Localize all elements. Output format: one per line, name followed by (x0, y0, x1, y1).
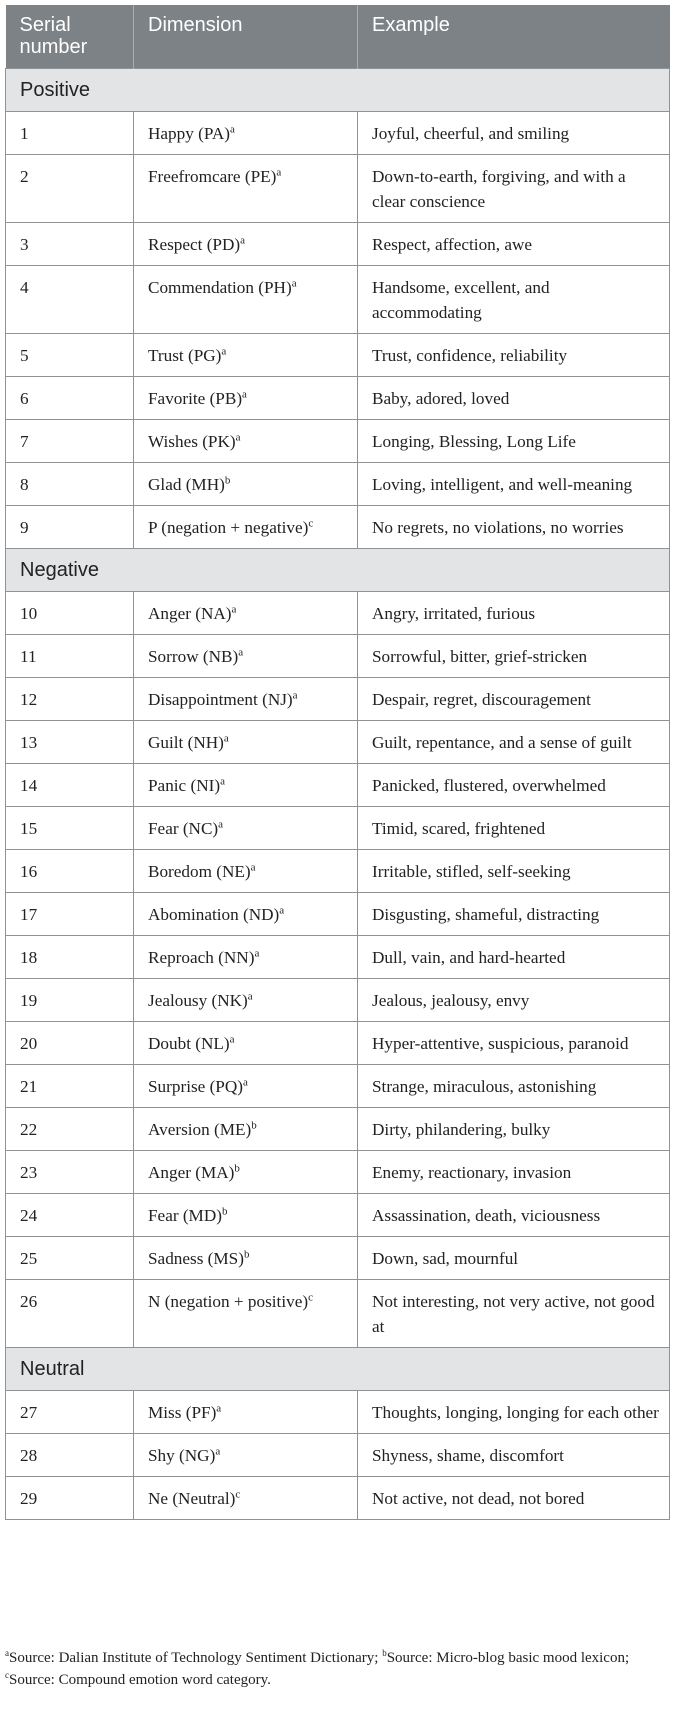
example-cell: Irritable, stifled, self-seeking (358, 850, 670, 893)
serial-number-cell: 5 (6, 334, 134, 377)
example-cell: Not interesting, not very active, not good at (358, 1280, 670, 1348)
group-row-neutral (6, 1348, 670, 1391)
source-superscript: a (216, 1402, 222, 1415)
source-superscript: a (218, 818, 224, 831)
serial-number-cell: 20 (6, 1022, 134, 1065)
serial-number-cell: 11 (6, 635, 134, 678)
dimension-text: Anger (MA) (148, 1163, 235, 1182)
dimension-cell (134, 334, 358, 377)
header-example: Example (358, 5, 670, 69)
serial-number-cell: 6 (6, 377, 134, 420)
serial-number-cell: 22 (6, 1108, 134, 1151)
dimension-cell (134, 1391, 358, 1434)
example-cell: Strange, miraculous, astonishing (358, 1065, 670, 1108)
table-body (6, 69, 670, 1520)
serial-number-cell: 4 (6, 266, 134, 334)
source-superscript: c (308, 1291, 313, 1304)
emotion-dimension-table (5, 5, 670, 1520)
group-label: Neutral (6, 1348, 670, 1391)
example-cell: Not active, not dead, not bored (358, 1477, 670, 1520)
group-row-positive (6, 69, 670, 112)
table-row (6, 979, 670, 1022)
example-cell: Dull, vain, and hard-hearted (358, 936, 670, 979)
dimension-cell (134, 155, 358, 223)
table-row (6, 1434, 670, 1477)
serial-number-cell: 2 (6, 155, 134, 223)
dimension-text: P (negation + negative) (148, 518, 309, 537)
serial-number-cell: 7 (6, 420, 134, 463)
example-cell: Down, sad, mournful (358, 1237, 670, 1280)
table-row (6, 635, 670, 678)
table-row (6, 463, 670, 506)
dimension-text: Anger (NA) (148, 604, 232, 623)
example-cell: No regrets, no violations, no worries (358, 506, 670, 549)
serial-number-cell: 18 (6, 936, 134, 979)
dimension-cell (134, 112, 358, 155)
serial-number-cell: 23 (6, 1151, 134, 1194)
table-row (6, 764, 670, 807)
dimension-text: Reproach (NN) (148, 948, 255, 967)
source-superscript: a (220, 775, 225, 788)
dimension-cell (134, 463, 358, 506)
serial-number-cell: 8 (6, 463, 134, 506)
group-label: Positive (6, 69, 670, 112)
example-cell: Enemy, reactionary, invasion (358, 1151, 670, 1194)
source-superscript: a (276, 166, 282, 179)
serial-number-cell: 15 (6, 807, 134, 850)
source-superscript: a (254, 947, 260, 960)
dimension-cell (134, 678, 358, 721)
example-cell: Sorrowful, bitter, grief-stricken (358, 635, 670, 678)
header-row (6, 5, 670, 69)
table-footnotes (5, 1647, 669, 1691)
header-serial-number: Serial number (6, 5, 134, 69)
table-row (6, 893, 670, 936)
dimension-cell (134, 635, 358, 678)
dimension-text: Aversion (ME) (148, 1120, 252, 1139)
dimension-text: Sorrow (NB) (148, 647, 239, 666)
table-row (6, 678, 670, 721)
dimension-text: Fear (NC) (148, 819, 219, 838)
dimension-cell (134, 1237, 358, 1280)
source-superscript: a (238, 646, 244, 659)
example-cell: Panicked, flustered, overwhelmed (358, 764, 670, 807)
table-row (6, 1391, 670, 1434)
serial-number-cell: 9 (6, 506, 134, 549)
dimension-text: Happy (PA) (148, 124, 230, 143)
group-label: Negative (6, 549, 670, 592)
source-superscript: a (235, 431, 241, 444)
serial-number-cell: 26 (6, 1280, 134, 1348)
source-superscript: a (229, 1033, 235, 1046)
example-cell: Loving, intelligent, and well-meaning (358, 463, 670, 506)
table-row (6, 223, 670, 266)
dimension-cell (134, 764, 358, 807)
source-superscript: a (292, 689, 298, 702)
table-row (6, 1194, 670, 1237)
table-row (6, 377, 670, 420)
serial-number-cell: 28 (6, 1434, 134, 1477)
dimension-text: Sadness (MS) (148, 1249, 244, 1268)
dimension-cell (134, 1022, 358, 1065)
dimension-text: Trust (PG) (148, 346, 222, 365)
dimension-cell (134, 850, 358, 893)
serial-number-cell: 16 (6, 850, 134, 893)
dimension-cell (134, 420, 358, 463)
dimension-text: Commendation (PH) (148, 278, 292, 297)
dimension-text: Surprise (PQ) (148, 1077, 244, 1096)
table-header (6, 5, 670, 69)
dimension-text: Doubt (NL) (148, 1034, 230, 1053)
source-superscript: a (250, 861, 256, 874)
dimension-text: Guilt (NH) (148, 733, 224, 752)
dimension-text: Shy (NG) (148, 1446, 216, 1465)
dimension-text: Respect (PD) (148, 235, 241, 254)
example-cell: Disgusting, shameful, distracting (358, 893, 670, 936)
dimension-text: Glad (MH) (148, 475, 225, 494)
dimension-cell (134, 936, 358, 979)
serial-number-cell: 12 (6, 678, 134, 721)
dimension-text: N (negation + positive) (148, 1292, 309, 1311)
serial-number-cell: 14 (6, 764, 134, 807)
example-cell: Angry, irritated, furious (358, 592, 670, 635)
dimension-cell (134, 506, 358, 549)
table-row (6, 721, 670, 764)
serial-number-cell: 1 (6, 112, 134, 155)
source-superscript: a (247, 990, 253, 1003)
example-cell: Trust, confidence, reliability (358, 334, 670, 377)
footnote-text: Source: Dalian Institute of Technology Sentiment Dictionary; (9, 1650, 383, 1666)
source-superscript: b (224, 474, 231, 487)
dimension-cell (134, 721, 358, 764)
serial-number-cell: 24 (6, 1194, 134, 1237)
source-superscript: c (308, 517, 314, 530)
example-cell: Handsome, excellent, and accommodating (358, 266, 670, 334)
dimension-text: Miss (PF) (148, 1403, 217, 1422)
dimension-cell (134, 1194, 358, 1237)
example-cell: Thoughts, longing, longing for each other (358, 1391, 670, 1434)
dimension-cell (134, 1151, 358, 1194)
table-row (6, 506, 670, 549)
dimension-text: Freefromcare (PE) (148, 167, 277, 186)
source-superscript: b (251, 1119, 257, 1132)
table-row (6, 936, 670, 979)
dimension-text: Ne (Neutral) (148, 1489, 236, 1508)
dimension-text: Disappointment (NJ) (148, 690, 293, 709)
example-cell: Despair, regret, discouragement (358, 678, 670, 721)
dimension-text: Favorite (PB) (148, 389, 243, 408)
source-superscript: a (279, 904, 285, 917)
table-row (6, 1280, 670, 1348)
table-row (6, 807, 670, 850)
example-cell: Baby, adored, loved (358, 377, 670, 420)
source-superscript: a (240, 234, 246, 247)
footnote-mark: a (5, 1648, 9, 1658)
source-superscript: b (243, 1248, 250, 1261)
dimension-cell (134, 223, 358, 266)
dimension-cell (134, 1280, 358, 1348)
footnote-mark: b (382, 1648, 387, 1658)
source-superscript: a (223, 732, 229, 745)
dimension-text: Panic (NI) (148, 776, 221, 795)
table-row (6, 266, 670, 334)
table-row (6, 592, 670, 635)
emotion-dimension-table-container (5, 5, 669, 1520)
dimension-cell (134, 592, 358, 635)
footnote-text: Source: Micro-blog basic mood lexicon; (386, 1650, 630, 1666)
dimension-cell (134, 979, 358, 1022)
source-superscript: a (215, 1445, 221, 1458)
example-cell: Shyness, shame, discomfort (358, 1434, 670, 1477)
serial-number-cell: 19 (6, 979, 134, 1022)
header-dimension: Dimension (134, 5, 358, 69)
table-row (6, 1022, 670, 1065)
source-superscript: a (242, 388, 247, 401)
serial-number-cell: 13 (6, 721, 134, 764)
source-superscript: a (231, 603, 237, 616)
serial-number-cell: 10 (6, 592, 134, 635)
dimension-text: Abomination (ND) (148, 905, 280, 924)
example-cell: Longing, Blessing, Long Life (358, 420, 670, 463)
example-cell: Guilt, repentance, and a sense of guilt (358, 721, 670, 764)
table-row (6, 1151, 670, 1194)
footnote-text: Source: Compound emotion word category. (9, 1672, 271, 1688)
serial-number-cell: 21 (6, 1065, 134, 1108)
table-row (6, 1477, 670, 1520)
source-superscript: a (229, 123, 235, 136)
dimension-cell (134, 807, 358, 850)
table-row (6, 334, 670, 377)
dimension-cell (134, 266, 358, 334)
dimension-cell (134, 893, 358, 936)
footnote-mark: c (5, 1670, 9, 1680)
source-superscript: c (235, 1488, 241, 1501)
serial-number-cell: 17 (6, 893, 134, 936)
serial-number-cell: 27 (6, 1391, 134, 1434)
dimension-text: Wishes (PK) (148, 432, 236, 451)
group-row-negative (6, 549, 670, 592)
source-superscript: a (243, 1076, 248, 1089)
table-row (6, 1237, 670, 1280)
source-superscript: b (234, 1162, 240, 1175)
example-cell: Jealous, jealousy, envy (358, 979, 670, 1022)
table-row (6, 155, 670, 223)
example-cell: Joyful, cheerful, and smiling (358, 112, 670, 155)
dimension-text: Boredom (NE) (148, 862, 251, 881)
serial-number-cell: 3 (6, 223, 134, 266)
table-row (6, 1108, 670, 1151)
table-row (6, 420, 670, 463)
example-cell: Hyper-attentive, suspicious, paranoid (358, 1022, 670, 1065)
dimension-cell (134, 1477, 358, 1520)
source-superscript: a (291, 277, 297, 290)
dimension-text: Fear (MD) (148, 1206, 222, 1225)
serial-number-cell: 25 (6, 1237, 134, 1280)
dimension-text: Jealousy (NK) (148, 991, 248, 1010)
source-superscript: b (221, 1205, 228, 1218)
dimension-cell (134, 377, 358, 420)
example-cell: Down-to-earth, forgiving, and with a clear conscience (358, 155, 670, 223)
table-row (6, 1065, 670, 1108)
source-superscript: a (221, 345, 227, 358)
example-cell: Dirty, philandering, bulky (358, 1108, 670, 1151)
table-row (6, 112, 670, 155)
example-cell: Assassination, death, viciousness (358, 1194, 670, 1237)
example-cell: Respect, affection, awe (358, 223, 670, 266)
table-row (6, 850, 670, 893)
dimension-cell (134, 1108, 358, 1151)
example-cell: Timid, scared, frightened (358, 807, 670, 850)
dimension-cell (134, 1065, 358, 1108)
serial-number-cell: 29 (6, 1477, 134, 1520)
dimension-cell (134, 1434, 358, 1477)
